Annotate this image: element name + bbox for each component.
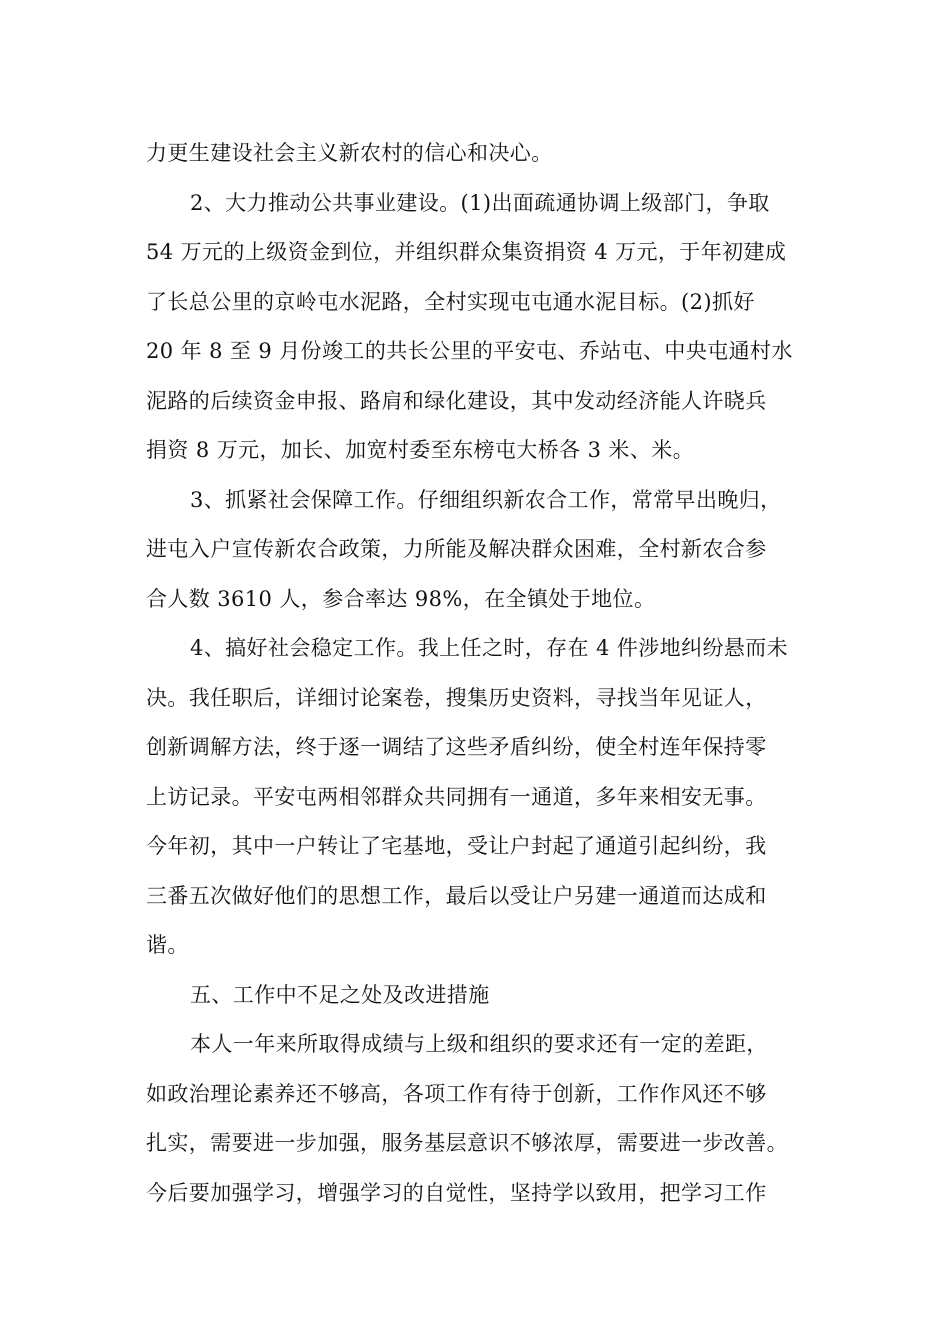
text-line: 20 年 8 至 9 月份竣工的共长公里的平安屯、乔站屯、中央屯通村水 (146, 339, 793, 363)
text-line: 力更生建设社会主义新农村的信心和决心。 (146, 141, 553, 165)
paragraph-start-line: 本人一年来所取得成绩与上级和组织的要求还有一定的差距， (190, 1032, 768, 1056)
text-line: 捐资 8 万元，加长、加宽村委至东榜屯大桥各 3 米、米。 (146, 438, 695, 462)
text-line: 扎实，需要进一步加强，服务基层意识不够浓厚，需要进一步改善。 (146, 1131, 788, 1155)
text-line: 今后要加强学习，增强学习的自觉性，坚持学以致用，把学习工作 (146, 1180, 767, 1205)
body-text (146, 129, 826, 1218)
text-line: 如政治理论素养还不够高，各项工作有待于创新，工作作风还不够 (146, 1081, 767, 1106)
text-line: 了长总公里的京岭屯水泥路，全村实现屯屯通水泥目标。(2)抓好 (146, 289, 755, 314)
paragraph-start-line: 4、搞好社会稳定工作。我上任之时，存在 4 件涉地纠纷悬而未 (190, 636, 789, 660)
text-line: 进屯入户宣传新农合政策，力所能及解决群众困难，全村新农合参 (146, 537, 767, 561)
text-line: 谐。 (146, 933, 189, 957)
text-line: 54 万元的上级资金到位，并组织群众集资捐资 4 万元，于年初建成 (146, 240, 787, 264)
text-line: 三番五次做好他们的思想工作，最后以受让户另建一通道而达成和 (146, 883, 767, 908)
text-line: 泥路的后续资金申报、路肩和绿化建设，其中发动经济能人许晓兵 (146, 388, 767, 413)
text-line: 决。我任职后，详细讨论案卷，搜集历史资料，寻找当年见证人， (146, 685, 767, 710)
text-line: 创新调解方法，终于逐一调结了这些矛盾纠纷，使全村连年保持零 (146, 735, 767, 759)
paragraph-start-line: 3、抓紧社会保障工作。仔细组织新农合工作，常常早出晚归， (190, 487, 782, 512)
text-line: 上访记录。平安屯两相邻群众共同拥有一通道，多年来相安无事。 (146, 784, 767, 809)
text-line: 今年初，其中一户转让了宅基地，受让户封起了通道引起纠纷，我 (146, 834, 767, 858)
text-line: 合人数 3610 人，参合率达 98%，在全镇处于地位。 (146, 586, 656, 611)
section-heading: 五、工作中不足之处及改进措施 (190, 982, 490, 1007)
paragraph-start-line: 2、大力推动公共事业建设。(1)出面疏通协调上级部门，争取 (190, 190, 770, 215)
